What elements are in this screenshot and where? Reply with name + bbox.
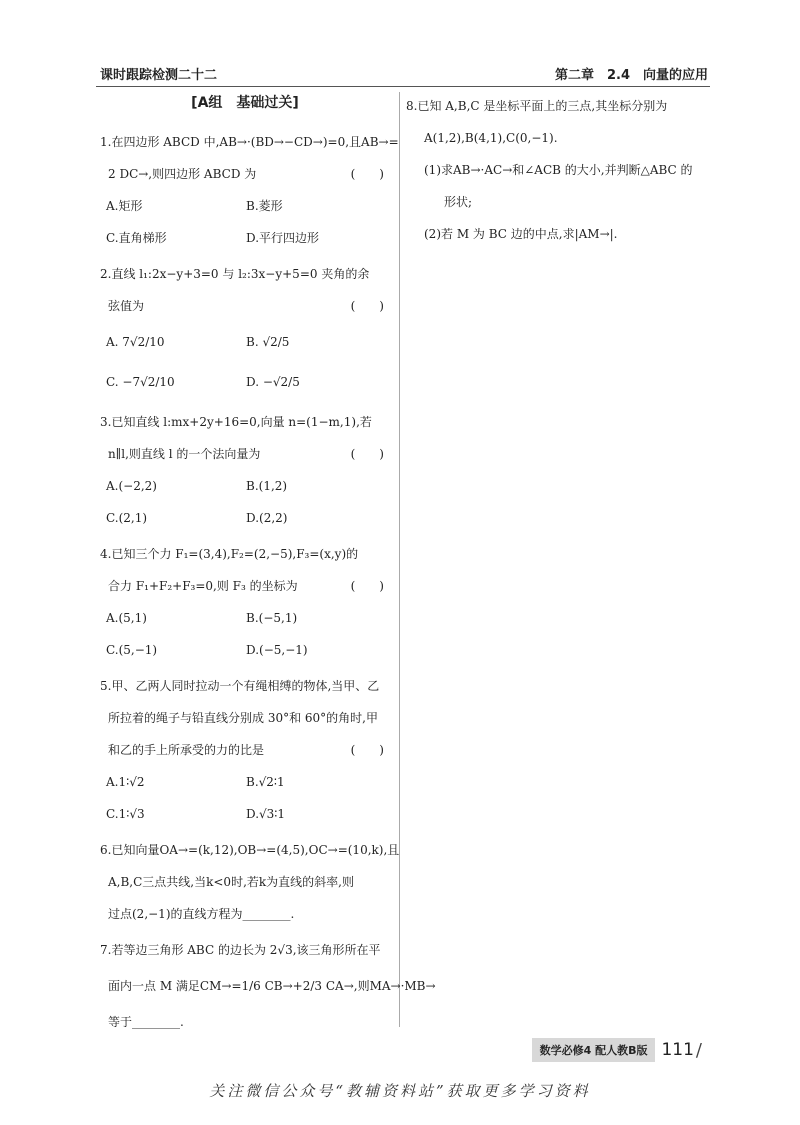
answer-paren: ( ) xyxy=(350,167,384,181)
option-c: C. −7√2/10 xyxy=(106,375,175,389)
page-number: 111 xyxy=(661,1040,694,1060)
page-footer xyxy=(532,1038,702,1062)
question-part-1-cont: 形状; xyxy=(444,195,473,209)
question-text: 合力 F₁+F₂+F₃=0,则 F₃ 的坐标为 xyxy=(108,579,298,593)
question-line: 8.已知 A,B,C 是坐标平面上的三点,其坐标分别为 xyxy=(406,99,668,113)
option-c: C.1∶√3 xyxy=(106,807,145,821)
option-a: A.1∶√2 xyxy=(106,775,145,789)
option-b: B.√2∶1 xyxy=(246,775,285,789)
question-line: A(1,2),B(4,1),C(0,−1). xyxy=(424,131,558,145)
left-column xyxy=(100,90,436,1042)
question-line xyxy=(100,734,390,766)
question-5 xyxy=(100,670,390,830)
section-title: [A组 基础过关] xyxy=(191,95,299,111)
column-divider xyxy=(399,92,400,1027)
question-line: 过点(2,−1)的直线方程为________. xyxy=(108,907,295,921)
question-3 xyxy=(100,406,390,534)
option-a: A. 7√2/10 xyxy=(106,335,165,349)
question-line: 2.直线 l₁:2x−y+3=0 与 l₂:3x−y+5=0 夹角的余 xyxy=(100,267,370,281)
option-b: B. √2/5 xyxy=(246,335,290,349)
question-line: 7.若等边三角形 ABC 的边长为 2√3,该三角形所在平 xyxy=(100,943,381,957)
option-c: C.(5,−1) xyxy=(106,643,158,657)
option-a: A.(5,1) xyxy=(106,611,147,625)
question-8 xyxy=(406,90,706,250)
question-4 xyxy=(100,538,390,666)
question-line xyxy=(100,570,390,602)
slash-decoration: / xyxy=(695,1039,702,1061)
right-column xyxy=(406,90,706,254)
option-a: A.矩形 xyxy=(106,199,143,213)
question-part-1: (1)求AB→·AC→和∠ACB 的大小,并判断△ABC 的 xyxy=(424,163,693,177)
question-line: 所拉着的绳子与铅直线分别成 30°和 60°的角时,甲 xyxy=(108,711,378,725)
question-line xyxy=(100,290,390,322)
option-b: B.(−5,1) xyxy=(246,611,298,625)
answer-paren: ( ) xyxy=(350,447,384,461)
header-rule xyxy=(96,86,710,87)
option-b: B.(1,2) xyxy=(246,479,288,493)
question-line: A,B,C三点共线,当k<0时,若k为直线的斜率,则 xyxy=(108,875,354,889)
header-right: 第二章 2.4 向量的应用 xyxy=(554,68,708,83)
answer-paren: ( ) xyxy=(350,299,384,313)
option-d: D.√3∶1 xyxy=(246,807,286,821)
option-d: D.平行四边形 xyxy=(246,231,320,245)
question-line: 6.已知向量OA→=(k,12),OB→=(4,5),OC→=(10,k),且 xyxy=(100,843,400,857)
question-line: 面内一点 M 满足CM→=1/6 CB→+2/3 CA→,则MA→·MB→ xyxy=(108,979,436,993)
question-line: 等于________. xyxy=(108,1015,184,1029)
answer-paren: ( ) xyxy=(350,743,384,757)
question-line xyxy=(100,158,390,190)
question-line: 5.甲、乙两人同时拉动一个有绳相缚的物体,当甲、乙 xyxy=(100,679,380,693)
question-line: 3.已知直线 l:mx+2y+16=0,向量 n=(1−m,1),若 xyxy=(100,415,372,429)
question-line: 4.已知三个力 F₁=(3,4),F₂=(2,−5),F₃=(x,y)的 xyxy=(100,547,359,561)
question-2 xyxy=(100,258,390,402)
answer-paren: ( ) xyxy=(350,579,384,593)
question-line: 1.在四边形 ABCD 中,AB→·(BD→−CD→)=0,且AB→= xyxy=(100,135,399,149)
option-d: D. −√2/5 xyxy=(246,375,300,389)
question-text: 弦值为 xyxy=(108,299,145,313)
question-line xyxy=(100,438,390,470)
question-7 xyxy=(100,934,436,1038)
header-left: 课时跟踪检测二十二 xyxy=(100,68,218,83)
question-text: n∥l,则直线 l 的一个法向量为 xyxy=(108,447,261,461)
watermark: 关注微信公众号“教辅资料站”获取更多学习资料 xyxy=(209,1082,591,1100)
option-a: A.(−2,2) xyxy=(106,479,157,493)
option-d: D.(−5,−1) xyxy=(246,643,308,657)
option-b: B.菱形 xyxy=(246,199,283,213)
question-part-2: (2)若 M 为 BC 边的中点,求|AM→|. xyxy=(424,227,618,241)
question-text: 和乙的手上所承受的力的比是 xyxy=(108,743,265,757)
option-d: D.(2,2) xyxy=(246,511,288,525)
book-badge: 数学必修4 配人教B版 xyxy=(532,1038,656,1062)
question-6 xyxy=(100,834,400,930)
question-1 xyxy=(100,126,399,254)
option-c: C.(2,1) xyxy=(106,511,148,525)
question-text: 2 DC→,则四边形 ABCD 为 xyxy=(108,167,257,181)
option-c: C.直角梯形 xyxy=(106,231,167,245)
